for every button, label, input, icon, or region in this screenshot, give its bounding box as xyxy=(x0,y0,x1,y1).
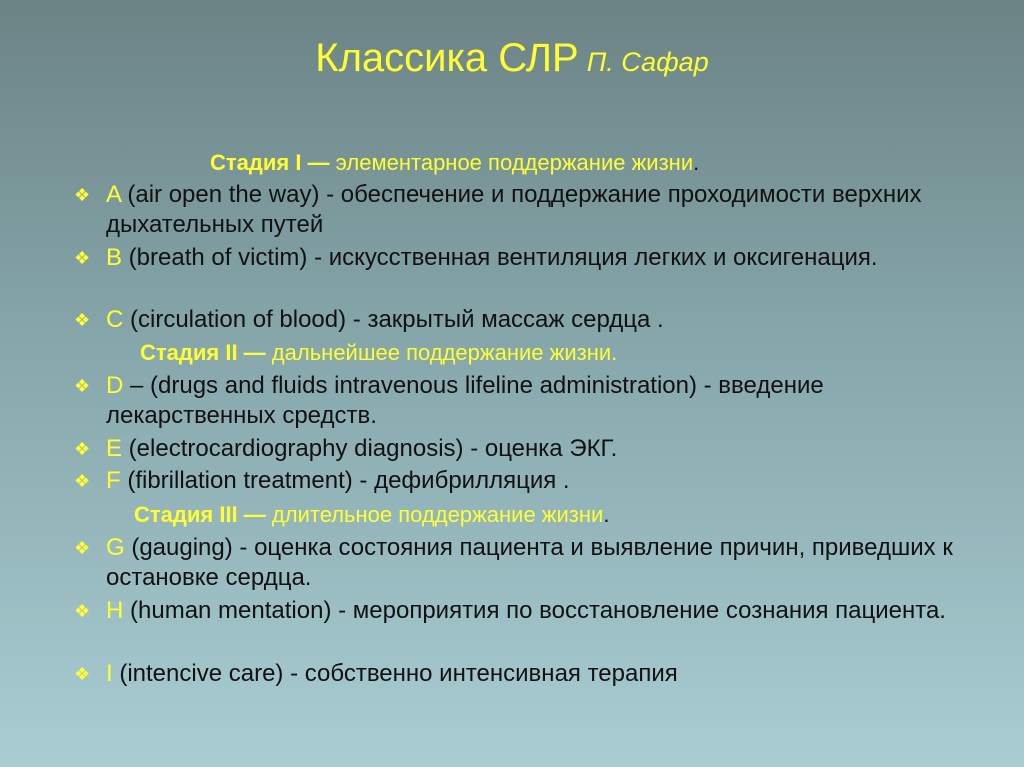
diamond-bullet-icon: ❖ xyxy=(74,185,91,205)
item-text: (breath of victim) - искусственная вентиляция легких и оксигенация. xyxy=(122,244,878,271)
item-letter: C xyxy=(106,306,124,333)
item-letter: D xyxy=(106,372,124,399)
item-letter: B xyxy=(106,244,123,271)
title-text: Классика СЛР xyxy=(315,36,579,80)
diamond-bullet-icon: ❖ xyxy=(74,538,91,558)
item-text: (fibrillation treatment) - дефибрилляция . xyxy=(120,467,570,494)
diamond-bullet-icon: ❖ xyxy=(74,310,91,330)
item-text: (circulation of blood) - закрытый массаж сердца . xyxy=(123,306,664,333)
list-item-i xyxy=(74,659,994,689)
list-item-h xyxy=(74,596,994,626)
title-author: П. Сафар xyxy=(586,47,709,77)
item-text: (human mentation) - мероприятия по восстановление сознания пациента. xyxy=(123,597,946,624)
diamond-bullet-icon: ❖ xyxy=(74,248,91,268)
list-item-b xyxy=(74,243,994,273)
diamond-bullet-icon: ❖ xyxy=(74,601,91,621)
list-item-a xyxy=(74,180,994,240)
list-item-f xyxy=(74,466,994,496)
stage-text: элементарное поддержание жизни xyxy=(329,150,694,175)
stage-label: Стадия I — xyxy=(210,150,330,175)
slide-title xyxy=(0,34,1024,86)
list-item-c xyxy=(74,305,994,335)
item-text: – (drugs and fluids intravenous lifeline administration) - введение лекарственных средств. xyxy=(106,372,824,429)
diamond-bullet-icon: ❖ xyxy=(74,376,91,396)
item-letter: I xyxy=(106,660,113,687)
stage-label: Стадия III — xyxy=(134,502,266,527)
stage-heading-3 xyxy=(134,500,609,530)
diamond-bullet-icon: ❖ xyxy=(74,439,91,459)
stage-text: дальнейшее поддержание жизни. xyxy=(265,340,618,365)
diamond-bullet-icon: ❖ xyxy=(74,471,91,491)
item-letter: G xyxy=(106,534,125,561)
item-text: (air open the way) - обеспечение и поддержание проходимости верхних дыхательных путей xyxy=(106,181,922,238)
list-item-e xyxy=(74,434,994,464)
stage-heading-2 xyxy=(140,338,617,368)
item-text: (electrocardiography diagnosis) - оценка ЭКГ. xyxy=(122,435,618,462)
stage-tail: . xyxy=(693,150,700,175)
item-letter: F xyxy=(106,467,121,494)
stage-heading-1 xyxy=(210,148,699,178)
item-letter: H xyxy=(106,597,124,624)
stage-text: длительное поддержание жизни xyxy=(265,502,604,527)
list-item-g xyxy=(74,533,994,593)
item-text: (intencive care) - собственно интенсивная терапия xyxy=(112,660,678,687)
list-item-d xyxy=(74,371,994,431)
stage-tail: . xyxy=(603,502,610,527)
item-text: (gauging) - оценка состояния пациента и выявление причин, приведших к остановке сердца. xyxy=(106,534,953,591)
diamond-bullet-icon: ❖ xyxy=(74,664,91,684)
item-letter: E xyxy=(106,435,123,462)
stage-label: Стадия II — xyxy=(140,340,266,365)
item-letter: A xyxy=(106,181,121,208)
